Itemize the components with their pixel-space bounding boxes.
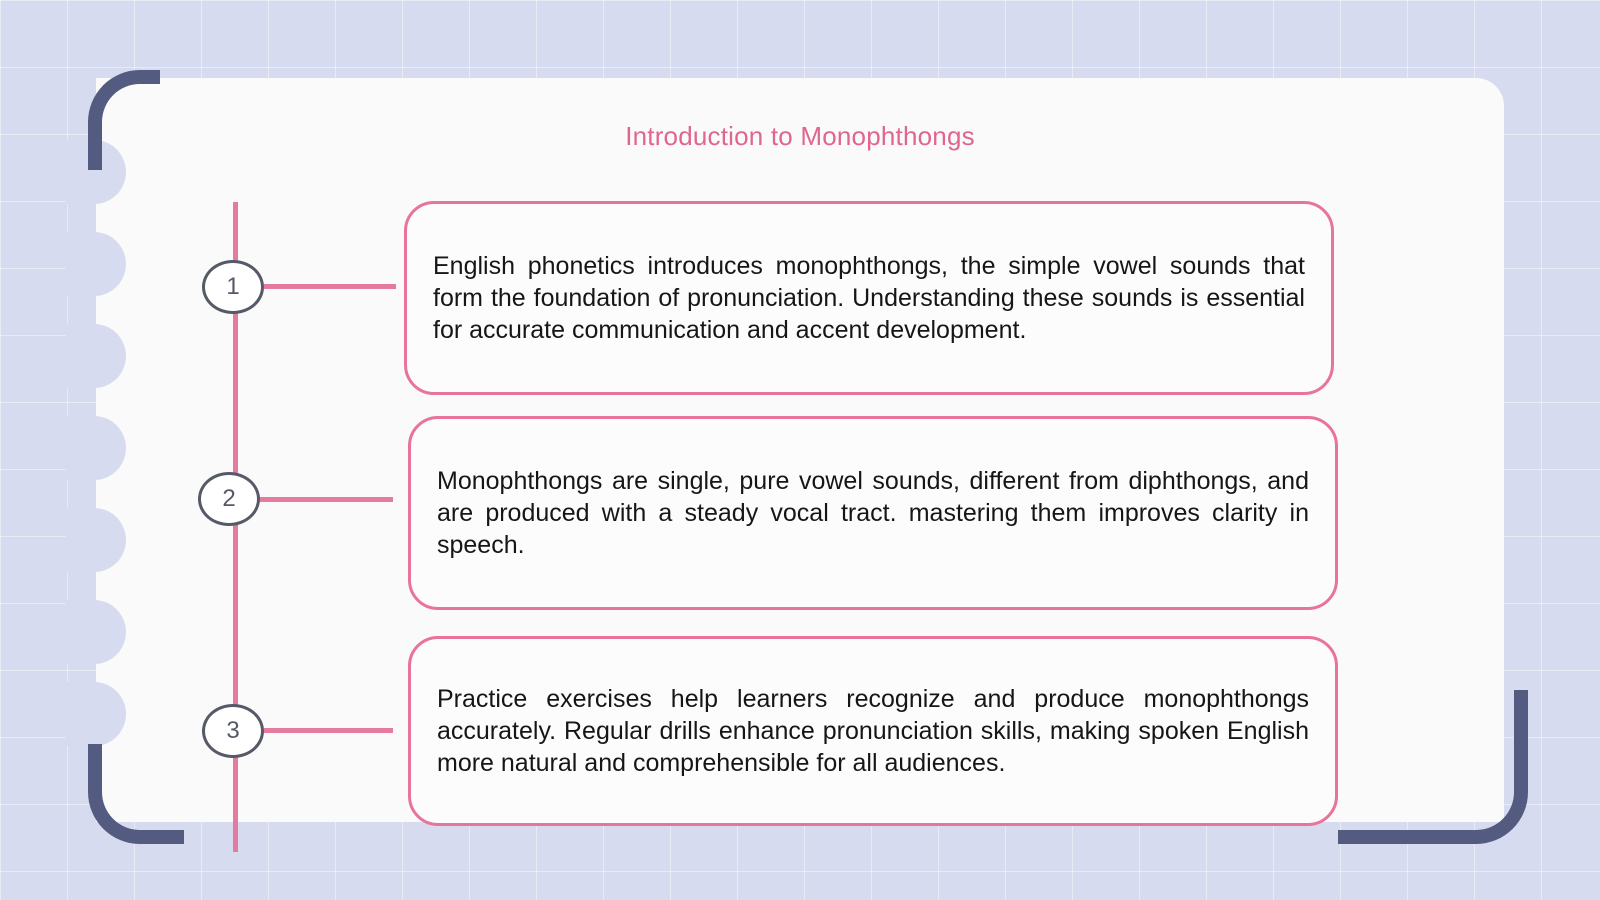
step-number-badge: 2 bbox=[198, 472, 260, 526]
step-card-text: English phonetics introduces monophthongs, the simple vowel sounds that form the foundation of pronunciation. Understanding these sounds is essential for accurate communication and accent development. bbox=[433, 252, 1305, 344]
timeline-connector bbox=[260, 497, 393, 502]
step-card-text: Monophthongs are single, pure vowel sounds, different from diphthongs, and are produced with a steady vocal tract. mastering them improves clarity in speech. bbox=[437, 467, 1309, 559]
step-card bbox=[408, 416, 1338, 610]
timeline-connector bbox=[264, 728, 393, 733]
slide-title: Introduction to Monophthongs bbox=[625, 121, 975, 151]
corner-bracket-bottom-left bbox=[88, 744, 184, 844]
step-card bbox=[408, 636, 1338, 826]
timeline-connector bbox=[264, 284, 396, 289]
step-number-badge: 1 bbox=[202, 260, 264, 314]
step-card-text: Practice exercises help learners recognize and produce monophthongs accurately. Regular drills enhance pronunciation skills, making spoken English more natural and comprehensible for all audiences. bbox=[437, 685, 1309, 777]
step-number-badge: 3 bbox=[202, 704, 264, 758]
corner-bracket-bottom-right bbox=[1338, 690, 1528, 844]
step-card bbox=[404, 201, 1334, 395]
